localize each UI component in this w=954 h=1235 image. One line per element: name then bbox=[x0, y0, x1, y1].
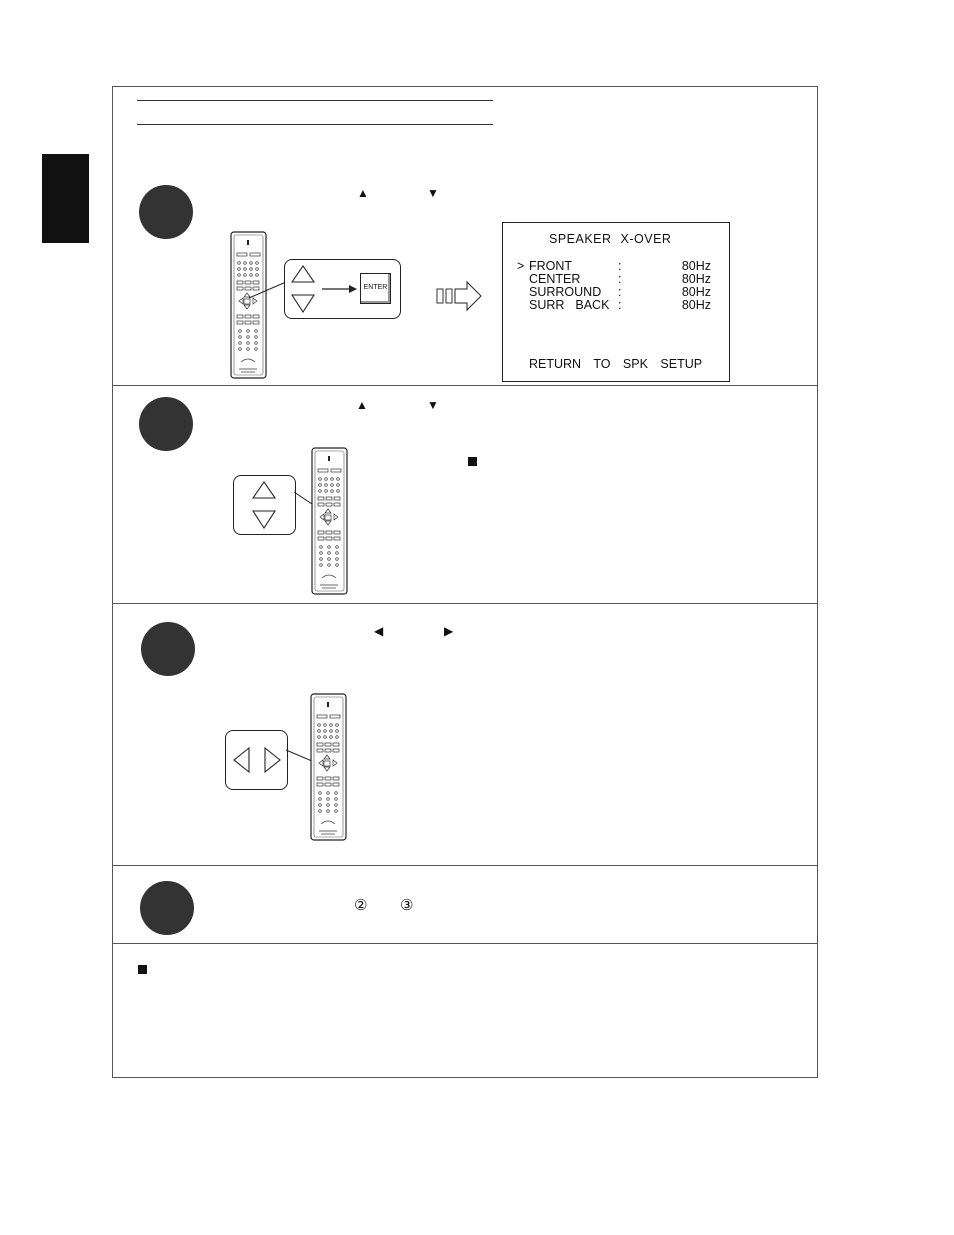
step-2-circle bbox=[139, 397, 193, 451]
divider-1 bbox=[113, 385, 817, 386]
osd-row-value: 80Hz bbox=[681, 259, 711, 273]
osd-row-surr-back bbox=[517, 299, 717, 312]
remote-control-3 bbox=[310, 693, 347, 841]
note-square-icon bbox=[468, 457, 477, 466]
step-2-arrow-down-icon: ▼ bbox=[427, 398, 439, 412]
step-1-circle bbox=[139, 185, 193, 239]
remote-control-2 bbox=[311, 447, 348, 595]
heading-rule-top bbox=[137, 100, 493, 101]
osd-row-label: SURR BACK bbox=[529, 298, 610, 312]
step-1-arrow-up-icon: ▲ bbox=[357, 186, 369, 200]
osd-speaker-xover-screen bbox=[502, 222, 730, 382]
osd-row-value: 80Hz bbox=[681, 272, 711, 286]
step-2-callout bbox=[233, 475, 296, 535]
step-3-circle bbox=[141, 622, 195, 676]
step-ref-2: ② bbox=[354, 897, 368, 914]
note-square-icon bbox=[138, 965, 147, 974]
divider-2 bbox=[113, 603, 817, 604]
hollow-arrow-icon bbox=[436, 280, 482, 312]
left-right-buttons-icon bbox=[231, 746, 283, 774]
osd-row-colon: : bbox=[618, 259, 622, 273]
osd-row-value: 80Hz bbox=[681, 285, 711, 299]
osd-title: SPEAKER X-OVER bbox=[549, 232, 672, 246]
up-down-buttons-icon bbox=[290, 263, 316, 315]
step-3-arrow-left-icon: ◀ bbox=[374, 624, 384, 638]
osd-cursor: > bbox=[517, 259, 525, 273]
divider-4 bbox=[113, 943, 817, 944]
step-2-arrow-up-icon: ▲ bbox=[356, 398, 368, 412]
osd-row-label: SURROUND bbox=[529, 285, 602, 299]
up-down-buttons-icon bbox=[251, 479, 277, 531]
osd-row-colon: : bbox=[618, 285, 622, 299]
step-3-callout bbox=[225, 730, 288, 790]
side-tab bbox=[42, 154, 89, 243]
remote-control-1 bbox=[230, 231, 267, 379]
step-1-callout bbox=[284, 259, 401, 319]
divider-3 bbox=[113, 865, 817, 866]
osd-row-label: FRONT bbox=[529, 259, 573, 273]
enter-button bbox=[360, 273, 391, 304]
osd-row-colon: : bbox=[618, 272, 622, 286]
leader-line-1 bbox=[248, 280, 288, 300]
osd-row-label: CENTER bbox=[529, 272, 581, 286]
step-4-circle bbox=[140, 881, 194, 935]
osd-row-colon: : bbox=[618, 298, 622, 312]
osd-row-value: 80Hz bbox=[681, 298, 711, 312]
step-3-arrow-right-icon: ▶ bbox=[444, 624, 454, 638]
step-ref-3: ③ bbox=[400, 897, 414, 914]
arrow-right-icon bbox=[322, 283, 358, 295]
osd-return-item: RETURN TO SPK SETUP bbox=[529, 357, 703, 371]
enter-button-label: ENTER bbox=[363, 284, 388, 291]
step-1-arrow-down-icon: ▼ bbox=[427, 186, 439, 200]
heading-rule-bottom bbox=[137, 124, 493, 125]
